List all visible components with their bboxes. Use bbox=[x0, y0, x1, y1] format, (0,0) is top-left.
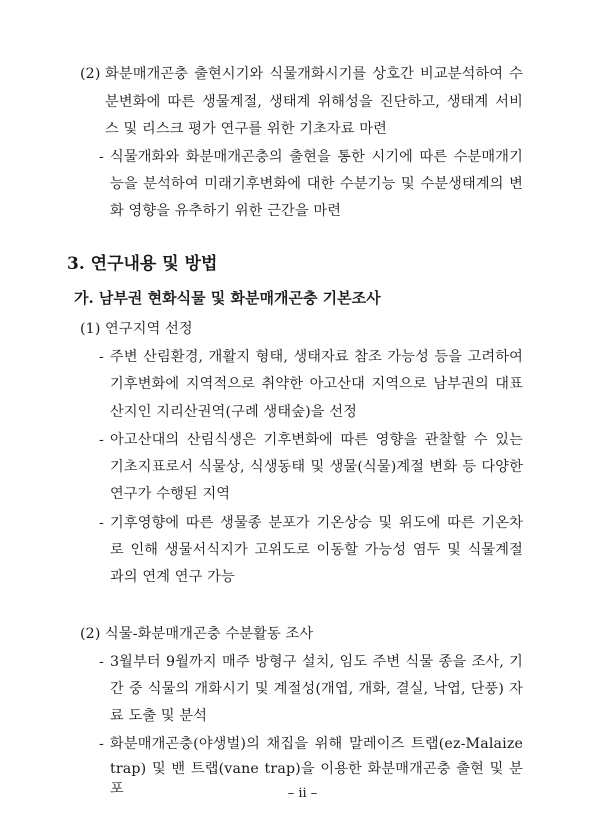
bullet-line: 화분매개곤충(야생벌)의 채집을 위해 말레이즈 트랩(ez-Malaize bbox=[110, 736, 523, 752]
bullet-line: 기후변화에 지역적으로 취약한 아고산대 지역으로 남부권의 대표 bbox=[110, 376, 523, 392]
bullet-line: 화 영향을 유추하기 위한 근간을 마련 bbox=[110, 203, 342, 219]
bullet-dash: - bbox=[99, 736, 104, 752]
paragraph-line: 분변화에 따른 생물계절, 생태계 위해성을 진단하고, 생태계 서비 bbox=[105, 94, 523, 110]
item-text: 연구지역 선정 bbox=[105, 321, 193, 337]
item-label: (1) bbox=[80, 321, 101, 337]
bullet-line: 기후영향에 따른 생물종 분포가 기온상승 및 위도에 따른 기온차 bbox=[110, 515, 523, 531]
bullet-line: 료 도출 및 분석 bbox=[110, 708, 208, 724]
bullet-line: 간 중 식물의 개화시기 및 계절성(개엽, 개화, 결실, 낙엽, 단풍) 자 bbox=[110, 681, 523, 697]
item-label: (2) bbox=[80, 626, 101, 642]
paragraph-line: 스 및 리스크 평가 연구를 위한 기초자료 마련 bbox=[105, 121, 388, 137]
bullet-line: 능을 분석하여 미래기후변화에 대한 수분기능 및 수분생태계의 변 bbox=[110, 176, 523, 192]
paragraph-line: 화분매개곤충 출현시기와 식물개화시기를 상호간 비교분석하여 수 bbox=[105, 66, 523, 82]
bullet-dash: - bbox=[99, 149, 104, 165]
bullet-line: 로 인해 생물서식지가 고위도로 이동할 가능성 염두 및 식물계절 bbox=[110, 542, 523, 558]
item-text: 식물-화분매개곤충 수분활동 조사 bbox=[105, 626, 314, 642]
bullet-line: 산지인 지리산권역(구례 생태숲)을 선정 bbox=[110, 404, 358, 420]
subsection-heading: 가. 남부권 현화식물 및 화분매개곤충 기본조사 bbox=[74, 289, 381, 307]
page-number: – ii – bbox=[287, 786, 318, 801]
bullet-line: 3월부터 9월까지 매주 방형구 설치, 임도 주변 식물 종을 조사, 기 bbox=[110, 654, 523, 670]
bullet-dash: - bbox=[99, 349, 104, 365]
bullet-line: 연구가 수행된 지역 bbox=[110, 486, 231, 502]
bullet-dash: - bbox=[99, 654, 104, 670]
bullet-line: 식물개화와 화분매개곤충의 출현을 통한 시기에 따른 수분매개기 bbox=[110, 149, 523, 165]
section-heading: 3. 연구내용 및 방법 bbox=[67, 254, 218, 274]
bullet-line: 주변 산림환경, 개활지 형태, 생태자료 참조 가능성 등을 고려하여 bbox=[110, 349, 523, 365]
item-label: (2) bbox=[80, 66, 101, 82]
bullet-line: trap) 및 밴 트랩(vane trap)을 이용한 화분매개곤충 출현 및 분포 bbox=[110, 761, 523, 797]
bullet-line: 기초지표로서 식물상, 식생동태 및 생물(식물)계절 변화 등 다양한 bbox=[110, 459, 523, 475]
bullet-dash: - bbox=[99, 432, 104, 448]
bullet-dash: - bbox=[99, 515, 104, 531]
bullet-line: 아고산대의 산림식생은 기후변화에 따른 영향을 관찰할 수 있는 bbox=[110, 432, 523, 448]
bullet-line: 과의 연계 연구 가능 bbox=[110, 569, 235, 585]
